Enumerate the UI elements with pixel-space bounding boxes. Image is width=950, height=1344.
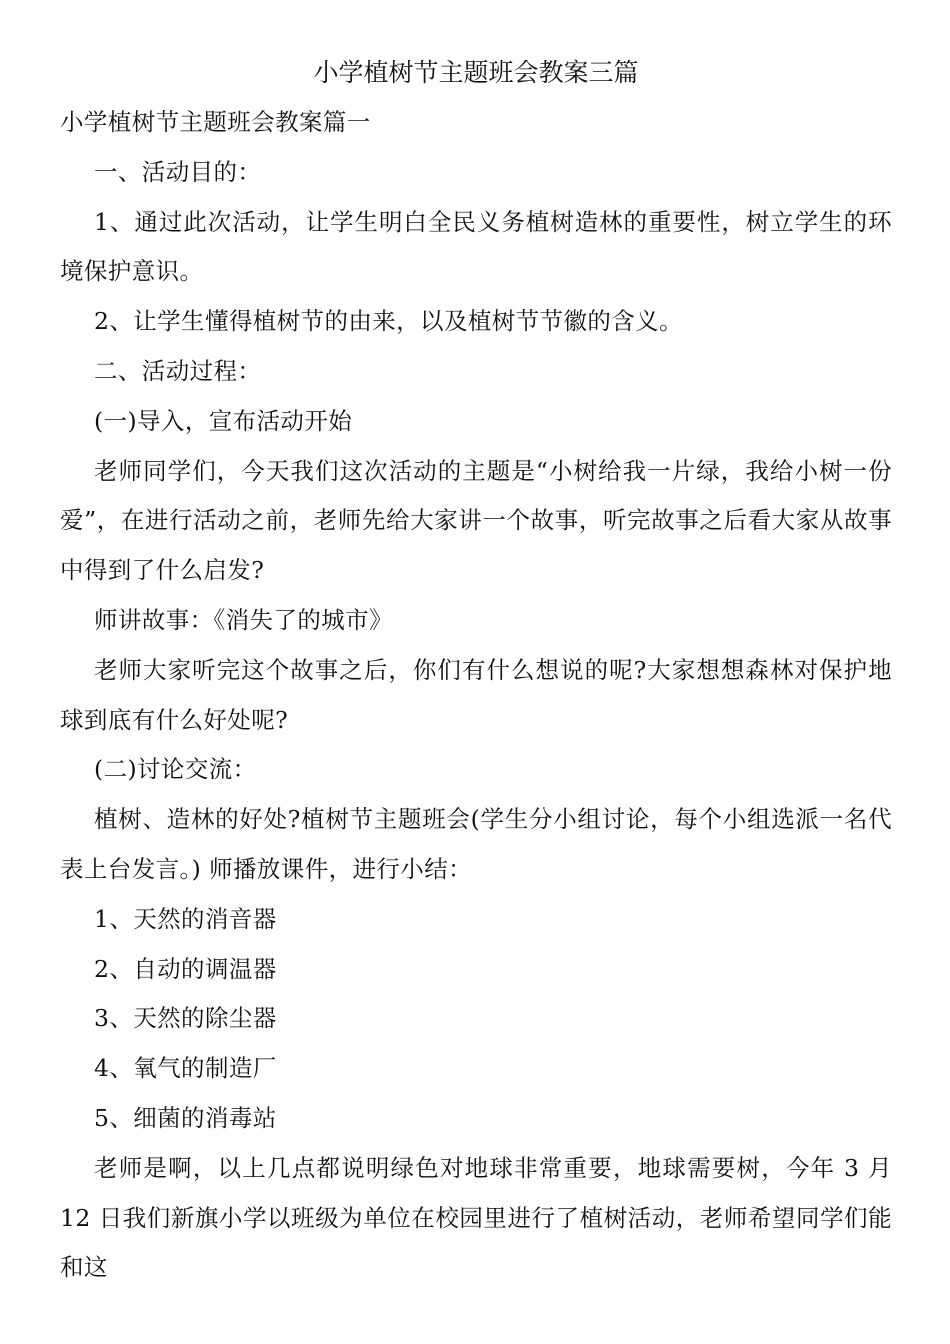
paragraph-para-discussion: 植树、造林的好处?植树节主题班会(学生分小组讨论，每个小组选派一名代表上台发言。) 师播放课件，进行小结： [60,805,892,883]
paragraph-goal-1: 1、通过此次活动，让学生明白全民义务植树造林的重要性，树立学生的环境保护意识。 [60,207,892,286]
paragraph-benefit-3: 3、天然的除尘器 [94,1004,277,1033]
document-page [60,48,892,1293]
paragraph-section-1: 一、活动目的： [94,157,262,186]
document-title: 小学植树节主题班会教案三篇 [313,58,639,87]
paragraph-benefit-4: 4、氧气的制造厂 [94,1054,277,1083]
paragraph-para-story: 师讲故事：《消失了的城市》 [94,605,393,634]
paragraph-para-teacher-3: 老师是啊，以上几点都说明绿色对地球非常重要，地球需要树，今年 3 月 12 日我们新旗小学以班级为单位在校园里进行了植树活动，老师希望同学们能和这 [60,1153,892,1282]
paragraph-section-2: 二、活动过程： [94,356,262,385]
paragraph-benefit-1: 1、天然的消音器 [94,904,277,933]
document-body [60,98,892,1293]
paragraph-benefit-2: 2、自动的调温器 [94,954,277,983]
paragraph-para-teacher-1: 老师同学们，今天我们这次活动的主题是“小树给我一片绿，我给小树一份爱”，在进行活动之前，老师先给大家讲一个故事，听完故事之后看大家从故事中得到了什么启发? [60,456,892,585]
paragraph-para-teacher-2: 老师大家听完这个故事之后，你们有什么想说的呢?大家想想森林对保护地球到底有什么好处呢? [60,655,892,734]
paragraph-goal-2: 2、让学生懂得植树节的由来，以及植树节节徽的含义。 [94,307,683,336]
paragraph-subtitle: 小学植树节主题班会教案篇一 [60,108,371,136]
paragraph-step-2: (二)讨论交流： [94,755,257,784]
paragraph-step-1: (一)导入，宣布活动开始 [94,406,353,435]
paragraph-benefit-5: 5、细菌的消毒站 [94,1103,277,1132]
